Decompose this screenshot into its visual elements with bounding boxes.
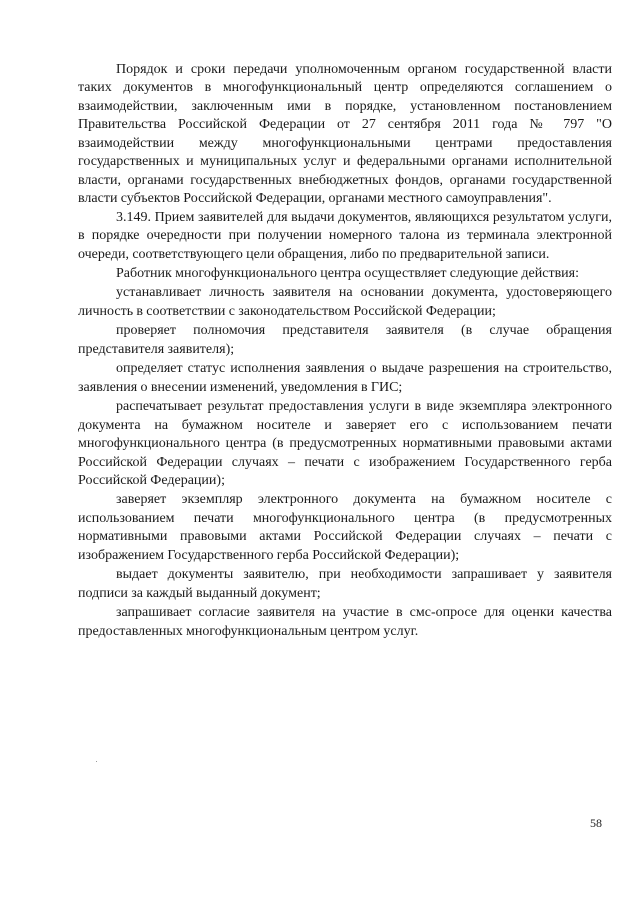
paragraph-determine-status: определяет статус исполнения заявления о выдаче разрешения на строительство, заявления о внесении изменений, уведомления в ГИС; [78, 361, 612, 395]
paragraph-print-result: распечатывает результат предоставления услуги в виде экземпляра электронного документа на бумажном носителе и заверяет его с использованием печати многофункционального центра (в предусмотренных нормативными правовыми актами Российской Федерации случаях – печати с изображением Государственного герба Российской Федерации); [78, 399, 612, 488]
paragraph-certify-copy: заверяет экземпляр электронного документа на бумажном носителе с использованием печати многофункционального центра (в предусмотренных нормативными правовыми актами Российской Федерации случаях – печати с изображением Государственного герба Российской Федерации); [78, 492, 612, 563]
paragraph-identify-applicant: устанавливает личность заявителя на основании документа, удостоверяющего личность в соответствии с законодательством Российской Федерации; [78, 285, 612, 319]
paragraph-check-authority: проверяет полномочия представителя заявителя (в случае обращения представителя заявителя); [78, 323, 612, 357]
scan-speck [96, 761, 97, 762]
paragraph-issue-documents: выдает документы заявителю, при необходимости запрашивает у заявителя подписи за каждый выданный документ; [78, 567, 612, 601]
paragraph-employee-actions: Работник многофункционального центра осуществляет следующие действия: [116, 265, 580, 281]
page-number: 58 [590, 816, 602, 830]
document-body [78, 61, 612, 641]
paragraph-transfer-terms: Порядок и сроки передачи уполномоченным органом государственной власти таких документов в многофункциональный центр определяются соглашением о взаимодействии, заключенным ими в порядке, установленном постановлением Правительства Российской Федерации от 27 сентября 2011 года № 797 "О взаимодействии между многофункциональными центрами предоставления государственных и муниципальных услуг и федеральными органами исполнительной власти, органами государственных внебюджетных фондов, органами государственной власти субъектов Российской Федерации, органами местного самоуправления". [78, 62, 612, 207]
paragraph-sms-survey: запрашивает согласие заявителя на участие в смс-опросе для оценки качества предоставленных многофункциональным центром услуг. [78, 605, 612, 639]
paragraph-3-149: 3.149. Прием заявителей для выдачи документов, являющихся результатом услуги, в порядке очередности при получении номерного талона из терминала электронной очереди, соответствующего цели обращения, либо по предварительной записи. [78, 209, 612, 262]
